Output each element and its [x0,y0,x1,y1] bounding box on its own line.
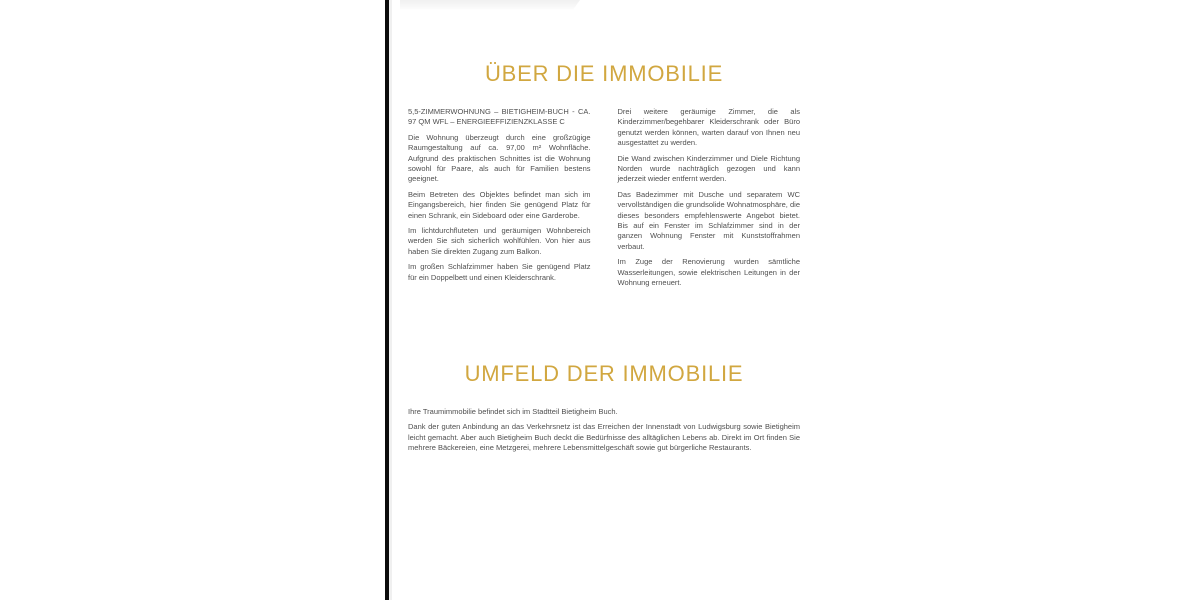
section-surroundings [408,360,800,454]
section-about-property [408,60,800,289]
surroundings-paragraph: Dank der guten Anbindung an das Verkehrsnetz ist das Erreichen der Innenstadt von Ludwigsburg sowie Bietigheim leicht gemacht. Aber auch Bietigheim Buch deckt die Bedürfnisse des alltäglichen Lebens ab. Direkt im Ort finden Sie mehrere Bäckereien, eine Metzgerei, mehrere Lebensmittelgeschäft sowie gut bürgerliche Restaurants. [408,422,800,453]
surroundings-paragraph: Ihre Traumimmobilie befindet sich im Stadtteil Bietigheim Buch. [408,407,618,416]
about-paragraph: Die Wohnung überzeugt durch eine großzügige Raumgestaltung auf ca. 97,00 m² Wohnfläche. Aufgrund des praktischen Schnittes ist die Wohnung sowohl für Paare, als auch für Familien bestens geeignet. [408,132,591,184]
about-paragraph: Im Zuge der Renovierung wurden sämtliche Wasserleitungen, sowie elektrischen Leitungen in der Wohnung erneuert. [617,257,800,288]
about-paragraph: Im großen Schlafzimmer haben Sie genügend Platz für ein Doppelbett und einen Kleiderschrank. [408,262,591,282]
property-title-line: 5,5-ZIMMERWOHNUNG – BIETIGHEIM-BUCH - CA. 97 QM WFL – ENERGIEEFFIZIENZKLASSE C [408,107,591,127]
about-paragraph: Im lichtdurchfluteten und geräumigen Wohnbereich werden Sie sich sicherlich wohlfühlen. Von hier aus haben Sie direkten Zugang zum Balkon. [408,226,591,256]
about-heading: ÜBER DIE IMMOBILIE [484,61,724,86]
about-paragraph: Beim Betreten des Objektes befindet man sich im Eingangsbereich, hier finden Sie genügend Platz für einen Schrank, ein Sideboard oder eine Garderobe. [408,189,591,220]
about-paragraph: Die Wand zwischen Kinderzimmer und Diele Richtung Norden wurde nachträglich gezogen und kann jederzeit wieder entfernt werden. [617,153,800,184]
about-left-column [408,107,591,283]
page-left-border [385,0,389,600]
about-paragraph: Das Badezimmer mit Dusche und separatem WC vervollständigen die grundsolide Wohnatmosphäre, die dieses besonders empfehlenswerte Angebot bietet. Bis auf ein Fenster im Schlafzimmer sind in der ganzen Wohnung Fenster mit Kunststoffrahmen verbaut. [617,189,800,251]
about-paragraph: Drei weitere geräumige Zimmer, die als Kinderzimmer/begehbarer Kleiderschrank oder Büro genutzt werden können, warten darauf von Ihnen neu ausgestattet zu werden. [617,107,800,148]
about-right-column [618,107,801,289]
surroundings-heading: UMFELD DER IMMOBILIE [464,361,744,386]
about-two-column-text [408,107,800,289]
partial-photo-edge [400,0,580,10]
